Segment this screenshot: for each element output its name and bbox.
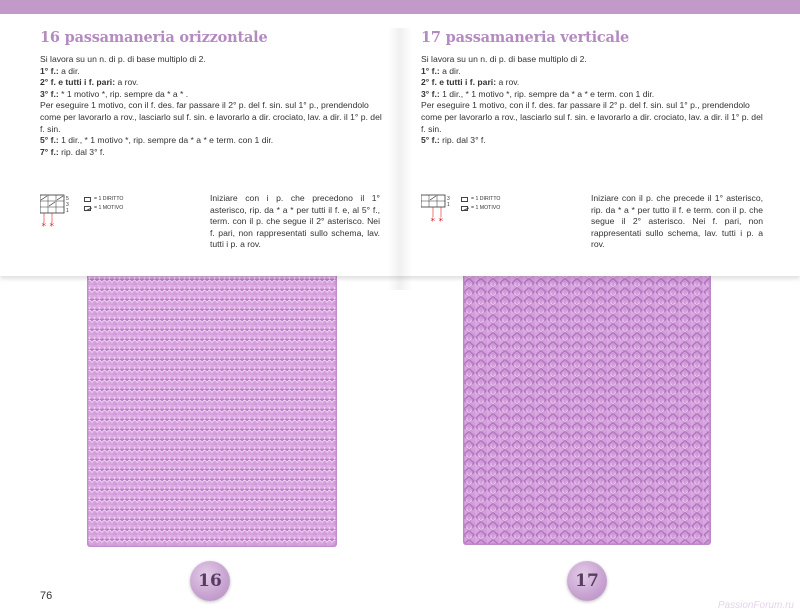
legend-motif-label: = 1 MOTIVO — [471, 205, 501, 211]
pattern-16-row-5: 5° f.: 1 dir., * 1 motivo *, rip. sempre da * a * e term. con 1 dir. — [40, 135, 274, 146]
pattern-16-intro: Si lavora su un n. di p. di base multiplo di 2. — [40, 54, 206, 64]
pattern-16-title: 16 passamaneria orizzontale — [40, 29, 268, 46]
pattern-17-intro: Si lavora su un n. di p. di base multiplo di 2. — [421, 54, 587, 64]
pattern-17-row-2: 2° f. e tutti i f. pari: a rov. — [421, 77, 520, 88]
pattern-16-row-3: 3° f.: * 1 motivo *, rip. sempre da * a * . — [40, 88, 189, 99]
chart-row-label: 3 — [66, 202, 69, 208]
instruction-panel — [0, 14, 800, 276]
pattern-17-paragraph: Per eseguire 1 motivo, con il f. des. far passare il 2° p. del f. sin. sul 1° p., prendendolo come per lavorarlo a rov., lasciarlo sul f. sin. e lavorarlo a dir. crociato, lav. a dir. il 1° p. del f. sin. — [421, 100, 763, 134]
chart-row-label: 1 — [447, 202, 450, 208]
watermark: PassionForum.ru — [717, 600, 794, 611]
legend-motif-label: = 1 MOTIVO — [94, 205, 124, 211]
pattern-17-instructions — [421, 54, 766, 147]
page-number: 76 — [40, 590, 53, 602]
pattern-17-row-1: 1° f.: a dir. — [421, 65, 461, 76]
swatch-16-photo — [87, 265, 337, 547]
pattern-17-chart-note: Iniziare con il p. che precede il 1° asterisco, rip. da * a * per tutto il f. e term. con il p. che segue il 2° asterisco. Nei f. pari, non rappresentati sullo schema, lav. tutti i p. a rov. — [591, 193, 763, 250]
pattern-17-row-5: 5° f.: rip. dal 3° f. — [421, 135, 486, 146]
motif-symbol-icon — [84, 206, 91, 211]
pattern-16-column — [40, 28, 385, 250]
knit-symbol-icon — [84, 197, 91, 202]
pattern-17-column — [421, 28, 766, 250]
motif-symbol-icon — [461, 206, 468, 211]
pattern-16-number-badge: 16 — [190, 561, 230, 601]
chart-row-label: 3 — [447, 196, 450, 202]
knit-symbol-icon — [461, 197, 468, 202]
swatch-17-photo — [463, 265, 711, 545]
pattern-16-row-1: 1° f.: a dir. — [40, 65, 80, 76]
pattern-17-title: 17 passamaneria verticale — [421, 29, 630, 46]
pattern-16-row-2: 2° f. e tutti i f. pari: a rov. — [40, 77, 139, 88]
pattern-17-number-badge: 17 — [567, 561, 607, 601]
top-color-band — [0, 0, 800, 14]
pattern-17-row-3: 3° f.: 1 dir., * 1 motivo *, rip. sempre da * a * e term. con 1 dir. — [421, 88, 655, 99]
page-gutter — [388, 28, 412, 290]
asterisk-marker: * — [41, 222, 46, 232]
legend-knit-label: = 1 DIRITTO — [94, 196, 124, 202]
pattern-16-chart — [40, 193, 74, 233]
chart-row-label: 5 — [66, 196, 69, 202]
asterisk-marker: * — [49, 222, 54, 232]
pattern-16-paragraph: Per eseguire 1 motivo, con il f. des. far passare il 2° p. del f. sin. sul 1° p., prendendolo come per lavorarlo a rov., lasciarlo sul f. sin. e lavorarlo a dir. crociato, lav. a dir. il 1° p. del f. sin. — [40, 100, 382, 134]
pattern-16-chart-note: Iniziare con i p. che precedono il 1° asterisco, rip. da * a * per tutti il f. e, al 5° f., term. con il p. che segue il 2° asterisco. Nei f. pari, non rappresentati sullo schema, lav. tutti i p. a rov. — [210, 193, 380, 250]
asterisk-marker: * — [430, 217, 435, 227]
chart-row-label: 1 — [66, 208, 69, 214]
pattern-17-chart — [421, 193, 455, 233]
pattern-17-legend — [461, 195, 500, 213]
asterisk-marker: * — [438, 217, 443, 227]
pattern-16-instructions — [40, 54, 385, 158]
pattern-16-row-7: 7° f.: rip. dal 3° f. — [40, 146, 105, 157]
legend-knit-label: = 1 DIRITTO — [471, 196, 501, 202]
pattern-16-legend — [84, 195, 123, 213]
